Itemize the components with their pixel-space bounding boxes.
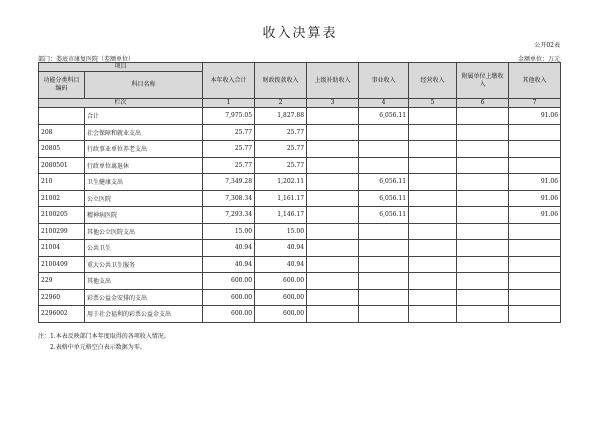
row-code: 2100409 bbox=[39, 256, 85, 273]
code-header: 功能分类科目编码 bbox=[39, 72, 85, 99]
col-header-1: 本年收入合计 bbox=[203, 63, 255, 99]
row-value-col-2: 600.00 bbox=[255, 273, 307, 290]
row-value-col-1: 600.00 bbox=[203, 306, 255, 323]
row-name: 行政单位离退休 bbox=[85, 157, 203, 174]
col-header-3: 上级补助收入 bbox=[307, 63, 359, 99]
row-value-col-4: 6,056.11 bbox=[359, 190, 409, 207]
row-value-col-5 bbox=[409, 306, 457, 323]
row-value-col-2: 1,146.17 bbox=[255, 207, 307, 224]
row-value-col-3 bbox=[307, 108, 359, 125]
row-value-col-5 bbox=[409, 108, 457, 125]
row-value-col-1: 25.77 bbox=[203, 141, 255, 158]
row-value-col-6 bbox=[457, 207, 509, 224]
row-code: 2080501 bbox=[39, 157, 85, 174]
row-code: 21002 bbox=[39, 190, 85, 207]
unit-label: 金额单位：万元 bbox=[517, 56, 560, 63]
row-value-col-4 bbox=[359, 124, 409, 141]
table-row bbox=[39, 273, 561, 290]
row-code: 22960 bbox=[39, 289, 85, 306]
table-row bbox=[39, 190, 561, 207]
row-value-col-4 bbox=[359, 141, 409, 158]
row-value-col-7 bbox=[509, 157, 561, 174]
row-code: 210 bbox=[39, 174, 85, 191]
table-row bbox=[39, 223, 561, 240]
row-value-col-5 bbox=[409, 256, 457, 273]
row-value-col-5 bbox=[409, 273, 457, 290]
row-value-col-7: 91.06 bbox=[509, 207, 561, 224]
row-value-col-1: 7,349.28 bbox=[203, 174, 255, 191]
row-value-col-3 bbox=[307, 157, 359, 174]
row-value-col-5 bbox=[409, 289, 457, 306]
row-value-col-3 bbox=[307, 190, 359, 207]
row-value-col-3 bbox=[307, 223, 359, 240]
row-value-col-6 bbox=[457, 240, 509, 257]
row-value-col-2: 1,827.88 bbox=[255, 108, 307, 125]
colnum-3: 3 bbox=[307, 99, 359, 108]
row-value-col-6 bbox=[457, 223, 509, 240]
row-value-col-2: 25.77 bbox=[255, 141, 307, 158]
row-value-col-7 bbox=[509, 124, 561, 141]
row-name: 用于社会福利的彩票公益金支出 bbox=[85, 306, 203, 323]
row-value-col-4 bbox=[359, 289, 409, 306]
row-value-col-7 bbox=[509, 306, 561, 323]
row-code: 208 bbox=[39, 124, 85, 141]
row-value-col-3 bbox=[307, 124, 359, 141]
row-name: 社会保障和就业支出 bbox=[85, 124, 203, 141]
table-row bbox=[39, 306, 561, 323]
row-value-col-7 bbox=[509, 256, 561, 273]
row-name: 合计 bbox=[85, 108, 203, 125]
row-code: 21004 bbox=[39, 240, 85, 257]
row-name: 重大公共卫生服务 bbox=[85, 256, 203, 273]
row-value-col-2: 1,202.11 bbox=[255, 174, 307, 191]
row-code: 229 bbox=[39, 273, 85, 290]
row-code: 2296002 bbox=[39, 306, 85, 323]
row-value-col-5 bbox=[409, 223, 457, 240]
col-header-2: 财政拨款收入 bbox=[255, 63, 307, 99]
row-value-col-6 bbox=[457, 289, 509, 306]
row-name: 其他支出 bbox=[85, 273, 203, 290]
row-value-col-1: 7,308.34 bbox=[203, 190, 255, 207]
row-value-col-4: 6,056.11 bbox=[359, 174, 409, 191]
table-row bbox=[39, 141, 561, 158]
row-value-col-2: 600.00 bbox=[255, 289, 307, 306]
project-header: 项目 bbox=[39, 63, 203, 72]
row-value-col-6 bbox=[457, 306, 509, 323]
row-name: 精神病医院 bbox=[85, 207, 203, 224]
department-label: 部门：娄底市康复医院（差额单位） bbox=[38, 56, 135, 63]
row-value-col-2: 25.77 bbox=[255, 157, 307, 174]
row-value-col-6 bbox=[457, 124, 509, 141]
table-row bbox=[39, 240, 561, 257]
row-code: 2100205 bbox=[39, 207, 85, 224]
row-value-col-4 bbox=[359, 223, 409, 240]
table-row bbox=[39, 207, 561, 224]
row-value-col-6 bbox=[457, 108, 509, 125]
row-value-col-5 bbox=[409, 157, 457, 174]
row-value-col-3 bbox=[307, 273, 359, 290]
row-value-col-5 bbox=[409, 141, 457, 158]
row-value-col-3 bbox=[307, 306, 359, 323]
colnum-1: 1 bbox=[203, 99, 255, 108]
row-value-col-1: 40.94 bbox=[203, 256, 255, 273]
row-value-col-5 bbox=[409, 124, 457, 141]
form-number: 公开02表 bbox=[534, 42, 560, 49]
row-value-col-6 bbox=[457, 174, 509, 191]
row-value-col-7 bbox=[509, 289, 561, 306]
row-value-col-1: 600.00 bbox=[203, 289, 255, 306]
row-value-col-1: 600.00 bbox=[203, 273, 255, 290]
table-row bbox=[39, 157, 561, 174]
row-value-col-1: 15.00 bbox=[203, 223, 255, 240]
row-value-col-6 bbox=[457, 157, 509, 174]
row-value-col-3 bbox=[307, 240, 359, 257]
row-value-col-7 bbox=[509, 240, 561, 257]
row-value-col-3 bbox=[307, 289, 359, 306]
row-value-col-1: 7,975.05 bbox=[203, 108, 255, 125]
row-code: 2100299 bbox=[39, 223, 85, 240]
row-value-col-5 bbox=[409, 190, 457, 207]
row-value-col-7: 91.06 bbox=[509, 108, 561, 125]
row-name: 公立医院 bbox=[85, 190, 203, 207]
row-value-col-4 bbox=[359, 256, 409, 273]
row-name: 卫生健康支出 bbox=[85, 174, 203, 191]
row-value-col-7: 91.06 bbox=[509, 190, 561, 207]
row-value-col-7 bbox=[509, 273, 561, 290]
row-value-col-1: 40.94 bbox=[203, 240, 255, 257]
col-header-5: 经营收入 bbox=[409, 63, 457, 99]
row-value-col-2: 600.00 bbox=[255, 306, 307, 323]
row-value-col-5 bbox=[409, 174, 457, 191]
colnum-6: 6 bbox=[457, 99, 509, 108]
row-value-col-3 bbox=[307, 141, 359, 158]
col-header-6: 附属单位上缴收入 bbox=[457, 63, 509, 99]
row-value-col-3 bbox=[307, 256, 359, 273]
colnum-4: 4 bbox=[359, 99, 409, 108]
row-value-col-7: 91.06 bbox=[509, 174, 561, 191]
name-header: 科目名称 bbox=[85, 72, 203, 99]
row-name: 行政事业单位养老支出 bbox=[85, 141, 203, 158]
income-table bbox=[38, 62, 561, 323]
row-value-col-4 bbox=[359, 306, 409, 323]
col-header-4: 事业收入 bbox=[359, 63, 409, 99]
note-2: 2.表格中单元格空白表示数据为零。 bbox=[50, 344, 146, 351]
row-value-col-4 bbox=[359, 240, 409, 257]
table-row bbox=[39, 108, 561, 125]
table-row bbox=[39, 256, 561, 273]
row-value-col-5 bbox=[409, 240, 457, 257]
row-value-col-6 bbox=[457, 141, 509, 158]
colnum-2: 2 bbox=[255, 99, 307, 108]
row-value-col-4: 6,056.11 bbox=[359, 108, 409, 125]
note-1: 注：1.本表反映部门本年度取得的各项收入情况。 bbox=[38, 333, 170, 340]
row-value-col-2: 15.00 bbox=[255, 223, 307, 240]
row-code bbox=[39, 108, 85, 125]
row-value-col-6 bbox=[457, 256, 509, 273]
row-value-col-7 bbox=[509, 223, 561, 240]
row-value-col-2: 40.94 bbox=[255, 256, 307, 273]
row-code: 20805 bbox=[39, 141, 85, 158]
colnum-7: 7 bbox=[509, 99, 561, 108]
row-value-col-7 bbox=[509, 141, 561, 158]
row-value-col-4: 6,056.11 bbox=[359, 207, 409, 224]
row-name: 公共卫生 bbox=[85, 240, 203, 257]
colnum-label: 栏次 bbox=[39, 99, 203, 108]
notes bbox=[38, 331, 170, 353]
table-body bbox=[39, 108, 561, 323]
row-value-col-2: 40.94 bbox=[255, 240, 307, 257]
row-value-col-2: 1,161.17 bbox=[255, 190, 307, 207]
row-value-col-6 bbox=[457, 273, 509, 290]
row-name: 彩票公益金安排的支出 bbox=[85, 289, 203, 306]
col-header-7: 其他收入 bbox=[509, 63, 561, 99]
row-value-col-4 bbox=[359, 273, 409, 290]
row-value-col-6 bbox=[457, 190, 509, 207]
page-title: 收入决算表 bbox=[262, 26, 338, 41]
table-row bbox=[39, 124, 561, 141]
row-value-col-4 bbox=[359, 157, 409, 174]
table-row bbox=[39, 174, 561, 191]
row-value-col-3 bbox=[307, 174, 359, 191]
row-name: 其他公立医院支出 bbox=[85, 223, 203, 240]
row-value-col-1: 7,293.34 bbox=[203, 207, 255, 224]
row-value-col-1: 25.77 bbox=[203, 124, 255, 141]
table-row bbox=[39, 289, 561, 306]
colnum-5: 5 bbox=[409, 99, 457, 108]
row-value-col-5 bbox=[409, 207, 457, 224]
row-value-col-3 bbox=[307, 207, 359, 224]
row-value-col-1: 25.77 bbox=[203, 157, 255, 174]
row-value-col-2: 25.77 bbox=[255, 124, 307, 141]
